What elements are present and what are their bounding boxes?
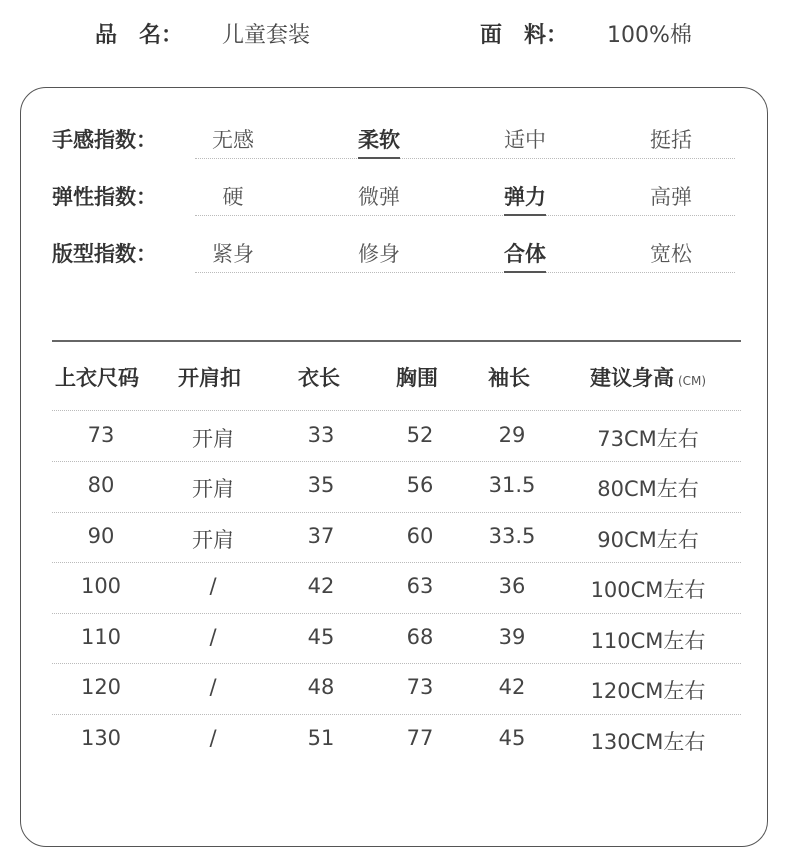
table-cell: 90CM左右 bbox=[597, 528, 699, 552]
table-cell: 42 bbox=[498, 675, 526, 699]
index-option bbox=[188, 238, 278, 268]
table-cell: 68 bbox=[406, 625, 434, 649]
index-option-text: 修身 bbox=[358, 242, 400, 266]
table-cell: 130 bbox=[80, 726, 122, 750]
table-cell: 29 bbox=[498, 423, 526, 447]
index-dotted-line bbox=[195, 215, 735, 216]
index-option-text: 柔软 bbox=[358, 124, 400, 159]
index-option-text: 宽松 bbox=[650, 242, 692, 266]
index-option-selected bbox=[480, 181, 570, 216]
index-option-selected bbox=[480, 238, 570, 273]
table-cell: / bbox=[209, 625, 217, 649]
table-cell: 56 bbox=[406, 473, 434, 497]
table-header-cell bbox=[55, 362, 139, 392]
table-cell: 110 bbox=[80, 625, 122, 649]
table-header-text: 开肩扣 bbox=[178, 366, 241, 390]
table-cell: / bbox=[209, 675, 217, 699]
table-cell: 130CM左右 bbox=[590, 730, 706, 754]
table-cell: 开肩 bbox=[192, 477, 234, 501]
index-label: 手感指数： bbox=[52, 128, 157, 152]
index-option bbox=[188, 124, 278, 154]
table-cell: 60 bbox=[406, 524, 434, 548]
table-row-divider bbox=[52, 562, 741, 563]
table-cell: / bbox=[209, 574, 217, 598]
table-cell: 45 bbox=[498, 726, 526, 750]
product-name-label: 品 名： bbox=[95, 23, 184, 48]
index-option-text: 合体 bbox=[504, 238, 546, 273]
table-cell: 90 bbox=[87, 524, 115, 548]
table-header-text: 袖长 bbox=[488, 366, 530, 390]
table-cell: 120CM左右 bbox=[590, 679, 706, 703]
table-header-text: 上衣尺码 bbox=[55, 366, 139, 390]
table-row-divider bbox=[52, 410, 741, 411]
index-row bbox=[52, 238, 742, 278]
index-label: 版型指数： bbox=[52, 242, 157, 266]
index-option-text: 高弹 bbox=[650, 185, 692, 209]
table-row-divider bbox=[52, 461, 741, 462]
table-cell: 45 bbox=[307, 625, 335, 649]
index-dotted-line bbox=[195, 272, 735, 273]
index-option bbox=[334, 238, 424, 268]
index-option-text: 微弹 bbox=[358, 185, 400, 209]
index-option-text: 硬 bbox=[222, 185, 244, 209]
table-header-text: 衣长 bbox=[298, 366, 340, 390]
table-row-divider bbox=[52, 714, 741, 715]
table-cell: 80CM左右 bbox=[597, 477, 699, 501]
index-row bbox=[52, 181, 742, 221]
table-cell: 63 bbox=[406, 574, 434, 598]
fabric-label: 面 料： bbox=[480, 23, 569, 48]
table-cell: 42 bbox=[307, 574, 335, 598]
table-cell: 48 bbox=[307, 675, 335, 699]
index-dotted-line bbox=[195, 158, 735, 159]
index-row bbox=[52, 124, 742, 164]
table-cell: 33.5 bbox=[488, 524, 536, 548]
table-cell: 73CM左右 bbox=[597, 427, 699, 451]
table-cell: 110CM左右 bbox=[590, 629, 706, 653]
index-option bbox=[188, 181, 278, 211]
table-row-divider bbox=[52, 512, 741, 513]
index-option bbox=[626, 238, 716, 268]
index-option bbox=[626, 124, 716, 154]
table-cell: 73 bbox=[406, 675, 434, 699]
table-cell: 开肩 bbox=[192, 528, 234, 552]
index-option-text: 无感 bbox=[212, 128, 254, 152]
table-cell: 33 bbox=[307, 423, 335, 447]
table-header-cell bbox=[488, 362, 530, 392]
index-option-text: 挺括 bbox=[650, 128, 692, 152]
table-cell: 39 bbox=[498, 625, 526, 649]
table-cell: 35 bbox=[307, 473, 335, 497]
table-cell: 37 bbox=[307, 524, 335, 548]
fabric-value: 100%棉 bbox=[607, 23, 692, 48]
table-row-divider bbox=[52, 613, 741, 614]
table-cell: 77 bbox=[406, 726, 434, 750]
table-header-cell bbox=[298, 362, 340, 392]
table-header-text: 建议身高 bbox=[590, 366, 674, 390]
table-cell: 51 bbox=[307, 726, 335, 750]
table-header-cell bbox=[396, 362, 438, 392]
index-label: 弹性指数： bbox=[52, 185, 157, 209]
table-cell: 80 bbox=[87, 473, 115, 497]
table-cell: 100 bbox=[80, 574, 122, 598]
table-row-divider bbox=[52, 663, 741, 664]
table-cell: 73 bbox=[87, 423, 115, 447]
table-cell: / bbox=[209, 726, 217, 750]
index-option-text: 适中 bbox=[504, 128, 546, 152]
table-top-rule bbox=[52, 340, 741, 342]
index-option-text: 弹力 bbox=[504, 181, 546, 216]
product-header bbox=[0, 18, 790, 54]
table-cell: 100CM左右 bbox=[590, 578, 706, 602]
table-cell: 36 bbox=[498, 574, 526, 598]
table-header-text: 胸围 bbox=[396, 366, 438, 390]
index-option-selected bbox=[334, 124, 424, 159]
table-cell: 开肩 bbox=[192, 427, 234, 451]
index-option bbox=[480, 124, 570, 154]
index-option-text: 紧身 bbox=[212, 242, 254, 266]
index-option bbox=[334, 181, 424, 211]
table-cell: 31.5 bbox=[488, 473, 536, 497]
table-header-cell bbox=[178, 362, 241, 392]
table-cell: 120 bbox=[80, 675, 122, 699]
index-option bbox=[626, 181, 716, 211]
table-header-cell bbox=[590, 362, 706, 392]
product-name-value: 儿童套装 bbox=[222, 23, 311, 48]
table-cell: 52 bbox=[406, 423, 434, 447]
height-unit-label: (CM) bbox=[678, 374, 707, 388]
